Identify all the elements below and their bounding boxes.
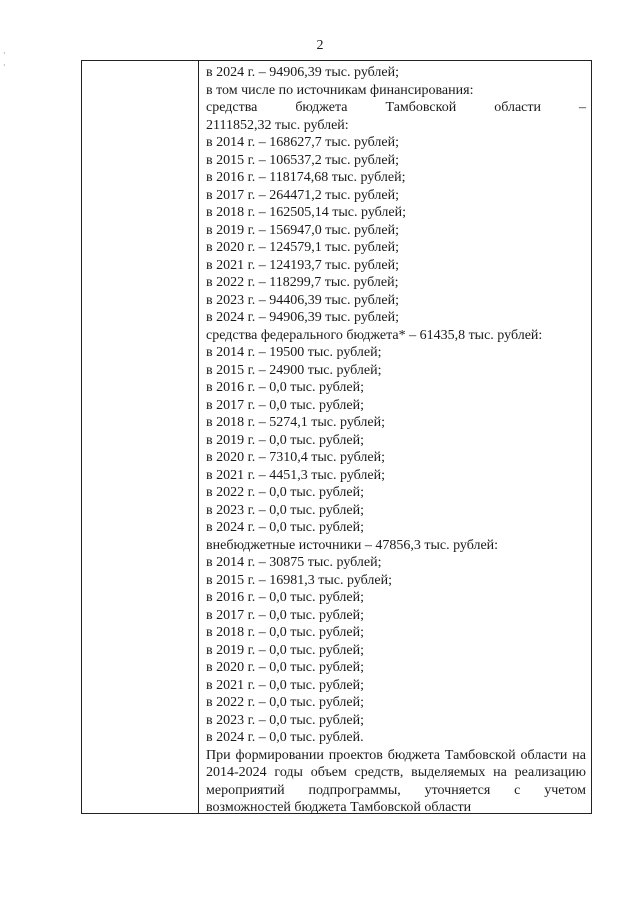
regional-budget-header <box>206 99 586 117</box>
text-line: в 2014 г. – 30875 тыс. рублей; <box>206 555 382 570</box>
text-line: в 2020 г. – 124579,1 тыс. рублей; <box>206 240 399 255</box>
header-word: Тамбовской <box>385 100 457 115</box>
text-line: в 2024 г. – 0,0 тыс. рублей. <box>206 730 364 745</box>
header-word: области <box>494 100 541 115</box>
financing-table <box>81 60 592 814</box>
text-line: в 2021 г. – 4451,3 тыс. рублей; <box>206 467 385 483</box>
header-word: бюджета <box>295 100 348 115</box>
text-line: в том числе по источникам финансирования: <box>206 82 474 98</box>
text-line: в 2024 г. – 0,0 тыс. рублей; <box>206 520 364 535</box>
header-word: – <box>578 100 586 115</box>
text-line: в 2022 г. – 0,0 тыс. рублей; <box>206 485 364 500</box>
page-number: 2 <box>316 38 324 53</box>
text-line: внебюджетные источники – 47856,3 тыс. рублей: <box>206 537 499 553</box>
text-line: в 2023 г. – 0,0 тыс. рублей; <box>206 502 364 518</box>
yearly-lines <box>206 134 586 747</box>
text-line: в 2015 г. – 16981,3 тыс. рублей; <box>206 572 392 588</box>
header-word: средства <box>206 100 258 115</box>
text-line: в 2017 г. – 0,0 тыс. рублей; <box>206 607 364 623</box>
scan-edge-mark: · <box>3 61 6 70</box>
text-line: в 2022 г. – 118299,7 тыс. рублей; <box>206 275 399 290</box>
text-line: в 2021 г. – 124193,7 тыс. рублей; <box>206 257 399 273</box>
text-line: в 2017 г. – 264471,2 тыс. рублей; <box>206 187 399 203</box>
text-line: в 2016 г. – 118174,68 тыс. рублей; <box>206 170 406 185</box>
closing-paragraph: При формировании проектов бюджета Тамбовской области на 2014-2024 годы объем средств, выделяемых на реализацию мероприятий подпрограммы, уточняется с учетом возможностей бюджета Тамбовской области <box>206 747 586 815</box>
text-line: в 2023 г. – 94406,39 тыс. рублей; <box>206 292 399 308</box>
text-line: в 2021 г. – 0,0 тыс. рублей; <box>206 677 364 693</box>
text-line: в 2019 г. – 0,0 тыс. рублей; <box>206 432 364 448</box>
text-line: средства федерального бюджета* – 61435,8 тыс. рублей: <box>206 327 543 343</box>
table-column-divider <box>198 61 199 813</box>
text-line: в 2015 г. – 24900 тыс. рублей; <box>206 362 382 378</box>
text-line: в 2018 г. – 162505,14 тыс. рублей; <box>206 205 406 220</box>
text-line: в 2020 г. – 0,0 тыс. рублей; <box>206 660 364 675</box>
text-line: в 2016 г. – 0,0 тыс. рублей; <box>206 590 364 605</box>
text-line: в 2024 г. – 94906,39 тыс. рублей; <box>206 65 399 80</box>
text-line: в 2023 г. – 0,0 тыс. рублей; <box>206 712 364 728</box>
text-line: в 2017 г. – 0,0 тыс. рублей; <box>206 397 364 413</box>
table-left-cell <box>82 61 198 813</box>
table-right-cell <box>206 64 586 817</box>
text-line: в 2014 г. – 19500 тыс. рублей; <box>206 345 382 360</box>
text-line: в 2014 г. – 168627,7 тыс. рублей; <box>206 135 399 150</box>
scan-edge-mark: · <box>3 49 6 58</box>
text-line: в 2018 г. – 0,0 тыс. рублей; <box>206 625 364 640</box>
text-line: в 2022 г. – 0,0 тыс. рублей; <box>206 695 364 710</box>
text-line: в 2019 г. – 156947,0 тыс. рублей; <box>206 222 399 238</box>
regional-budget-total: 2111852,32 тыс. рублей: <box>206 117 349 133</box>
text-line: в 2016 г. – 0,0 тыс. рублей; <box>206 380 364 395</box>
text-line: в 2020 г. – 7310,4 тыс. рублей; <box>206 450 385 465</box>
text-line: в 2024 г. – 94906,39 тыс. рублей; <box>206 310 399 325</box>
text-line: в 2015 г. – 106537,2 тыс. рублей; <box>206 152 399 168</box>
text-line: в 2019 г. – 0,0 тыс. рублей; <box>206 642 364 658</box>
intro-lines <box>206 64 586 99</box>
text-line: в 2018 г. – 5274,1 тыс. рублей; <box>206 415 385 430</box>
